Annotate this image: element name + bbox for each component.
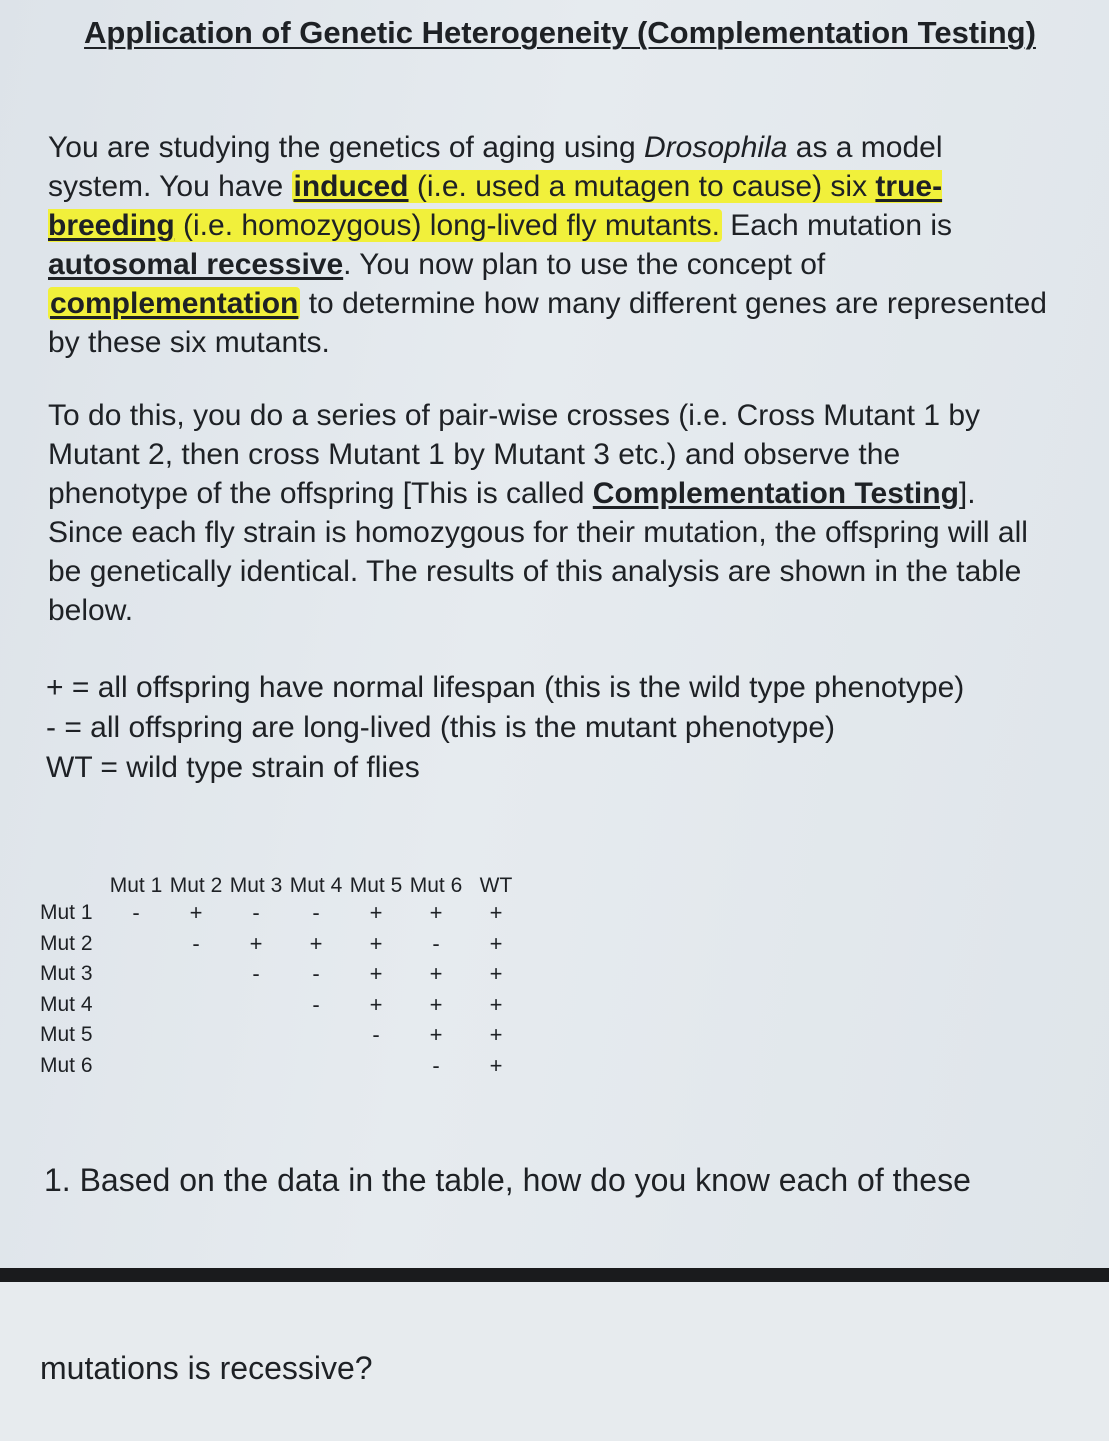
result-cell: [286, 1051, 346, 1082]
page-title: Application of Genetic Heterogeneity (Complementation Testing): [84, 15, 1036, 50]
result-cell: -: [312, 991, 320, 1017]
text-span: as a model system. You have: [48, 131, 943, 203]
result-cell: -: [372, 1022, 380, 1048]
question-1: [44, 1160, 971, 1200]
result-cell: [166, 1020, 226, 1051]
text-span: ]. Since each fly strain is homozygous for their mutation, the offspring will all be genetically identical. The results of this analysis are shown in the table below.: [48, 477, 1028, 627]
table-row: [40, 1051, 526, 1082]
result-cell: -: [252, 961, 260, 987]
legend-plus: + = all offspring have normal lifespan (this is the wild type phenotype): [46, 671, 965, 704]
result-cell: [166, 1051, 226, 1082]
result-cell: -: [432, 1052, 440, 1078]
page-divider: [0, 1268, 1109, 1282]
table-row: [40, 990, 526, 1021]
table-row: [40, 898, 526, 929]
row-header: Mut 6: [40, 1053, 93, 1077]
text-span: Each mutation is: [721, 209, 953, 242]
question-text: Based on the data in the table, how do you know each of these: [79, 1162, 971, 1198]
text-span: . You now plan to use the concept of: [343, 248, 826, 281]
legend-minus: - = all offspring are long-lived (this is the mutant phenotype): [46, 711, 836, 744]
text-span: (i.e. used a mutagen to cause) six: [408, 170, 876, 203]
result-cell: +: [189, 900, 203, 926]
result-cell: +: [489, 930, 503, 956]
result-cell: [106, 1020, 166, 1051]
complementation-table: [40, 864, 526, 1081]
row-header: Mut 4: [40, 992, 93, 1016]
column-header: Mut 3: [229, 874, 283, 897]
column-header: WT: [479, 874, 513, 897]
result-cell: +: [369, 991, 383, 1017]
legend-wt: WT = wild type strain of flies: [46, 751, 420, 784]
row-header: Mut 1: [40, 901, 93, 925]
result-cell: [226, 1051, 286, 1082]
table-row: [40, 1020, 526, 1051]
result-cell: [106, 959, 166, 990]
intro-paragraph: [48, 128, 1048, 362]
complementation-term: complementation: [50, 287, 299, 320]
result-cell: +: [249, 930, 263, 956]
result-cell: +: [429, 961, 443, 987]
result-cell: +: [429, 1022, 443, 1048]
result-cell: +: [309, 930, 323, 956]
question-1-continuation: mutations is recessive?: [40, 1350, 373, 1386]
column-header: Mut 4: [289, 874, 343, 897]
table-header-row: [40, 864, 526, 898]
corner-cell: [40, 864, 106, 898]
result-cell: -: [432, 930, 440, 956]
result-cell: -: [252, 900, 260, 926]
complementation-testing-term: Complementation Testing: [592, 477, 959, 510]
result-cell: -: [132, 900, 140, 926]
legend: [46, 668, 1046, 788]
text-span: You are studying the genetics of aging using: [48, 131, 644, 164]
text-span: to determine how many different genes are represented by these six mutants.: [48, 287, 1047, 359]
column-header: Mut 1: [109, 874, 163, 897]
result-cell: +: [369, 930, 383, 956]
result-cell: +: [429, 991, 443, 1017]
induced-term: induced: [293, 170, 409, 203]
result-cell: [106, 1051, 166, 1082]
result-cell: +: [489, 900, 503, 926]
result-cell: -: [312, 900, 320, 926]
result-cell: [106, 990, 166, 1021]
autosomal-recessive-term: autosomal recessive: [48, 248, 344, 281]
result-cell: -: [312, 961, 320, 987]
drosophila-term: Drosophila: [644, 131, 788, 164]
result-cell: [106, 929, 166, 960]
result-cell: [166, 959, 226, 990]
row-header: Mut 5: [40, 1023, 93, 1047]
text-span: To do this, you do a series of pair-wise crosses (i.e. Cross Mutant 1 by Mutant 2, then cross Mutant 1 by Mutant 3 etc.) and observe the phenotype of the offspring [This is called: [48, 399, 981, 510]
result-cell: +: [489, 1052, 503, 1078]
result-cell: -: [192, 930, 200, 956]
question-number: 1.: [44, 1162, 71, 1198]
table-row: [40, 929, 526, 960]
method-paragraph: [48, 396, 1048, 630]
result-cell: +: [369, 961, 383, 987]
result-cell: +: [369, 900, 383, 926]
table-row: [40, 959, 526, 990]
result-cell: [226, 1020, 286, 1051]
result-cell: +: [489, 991, 503, 1017]
column-header: Mut 6: [409, 874, 463, 897]
result-cell: +: [489, 1022, 503, 1048]
result-cell: +: [489, 961, 503, 987]
result-cell: [346, 1051, 406, 1082]
text-span: (i.e. homozygous) long-lived fly mutants.: [174, 209, 720, 242]
column-header: Mut 5: [349, 874, 403, 897]
column-header: Mut 2: [169, 874, 223, 897]
result-cell: [166, 990, 226, 1021]
result-cell: [286, 1020, 346, 1051]
row-header: Mut 2: [40, 931, 93, 955]
result-cell: [226, 990, 286, 1021]
result-cell: +: [429, 900, 443, 926]
true-breeding-term: true-breeding: [48, 170, 943, 242]
row-header: Mut 3: [40, 962, 93, 986]
